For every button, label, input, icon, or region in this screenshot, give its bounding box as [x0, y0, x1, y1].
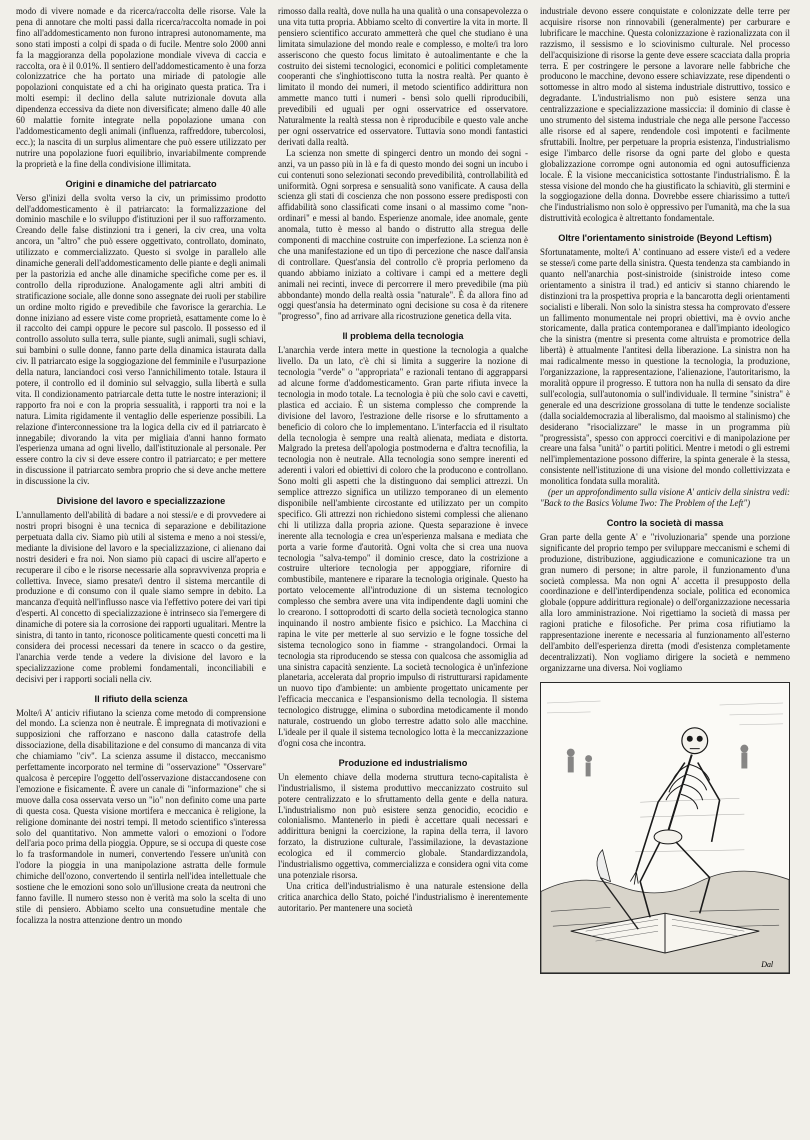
heading-industrialismo: Produzione ed industrialismo: [338, 757, 468, 768]
paragraph-tecnologia: L'anarchia verde intera mette in questione la tecnologia a qualche livello. Da un lato, c'è chi si limita a suggerire la nozione di tecnologia "verde" o "appropriata" e razionali tentano di aggrapparsi ad alcune forme d'addomesticamento. Gran parte rifiuta invece la tecnologia in modo totale. La tecnologia è più che solo cavi e cavetti, plastica ed acciaio. È un sistema complesso che comprende la divisione del lavoro, l'estrazione delle risorse e lo sfruttamento a beneficio di coloro che lo implementano. L'interfaccia ed il risultato della tecnologia è sempre una realtà alienata, mediata e distorta. Malgrado la pretesa dell'apologia postmoderna e d'altra tecnofilia, la tecnologia non è neutrale. Alla tecnologia sono sempre inerenti ed aderenti i valori ed obiettivi di coloro che la producono e controllano. Sono molti gli aspetti che la distinguono dai semplici attrezzi. Un semplice attrezzo significa un utilizzo temporaneo di un elemento disponibile nell'ambiente circostante ed utilizzato per un compito specifico. Gli attrezzi non richiedono sistemi complessi che alienano chi li utilizza dalla propria azione. Questa separazione è invece inerente alla tecnologia e crea un'esperienza malsana e mediata che porta a varie forme d'autorità. Ogni volta che si crea una nuova tecnologia "salva-tempo" il dominio cresce, dato la costrizione a costruire ulteriore tecnologia per appoggiare, rifornire di combustibile, mantenere e riparare la tecnologia originale. Questo ha portato velocemente all'introduzione di un sistema tecnologico complesso che sembra avere una vita indipendente dagli uomini che lo crearono. I sottoprodotti di scarto della società tecnologica stanno inquinando il nostro ambiente fisico e psichico. La Macchina ci rapina le vite per metterle al suo servizio e le fogne tossiche del sistema tecnologico sono in fiamme - strangolandoci. Ormai la tecnologia sta riproducendo se stessa con qualcosa che assomiglia ad una sinistra capacità senziente. La società tecnologica è un'infezione planetaria, accelerata dal proprio impulso di ristrutturarsi rapidamente un nuovo tipo d'ambiente: un ambiente progettato unicamente per l'efficacia meccanica e l'espansionismo della tecnologia. Il sistema tecnologico distrugge, elimina o subordina metodicamente il mondo naturale, costruendo un globo terrestre adatto solo alle macchine. L'ideale per il quale il sistema tecnologico lotta è la meccanizzazione d'ogni cosa che incontra.: [278, 345, 528, 748]
column-1: [16, 6, 266, 1140]
paragraph-scienza-cont2: La scienza non smette di spingerci dentro un mondo dei sogni - anzi, va un passo più in là e fa di questo mondo dei sogni un incubo i cui contenuti sono selezionati secondo prevedibilità, controllabilità ed uniformità. Ogni sorpresa e sensualità sono vanificate. A causa della scienza gli stati di coscienza che non possono essere predisposti con affidabilità sono classificati come insani o al massimo come "non-ordinari" e messi al bando. Esperienze anomale, idee anomale, gente anomala, tutto è messo al bando o distrutto alla stregua delle componenti di macchine costruite con imperfezione. La scienza non è che una manifestazione ed un tipo di percezione che nasce dall'ansia di controllare. Quest'ansia del controllo c'è propria perlomeno da quando abbiamo iniziato a coltivare i campi ed a mettere degli animali nei recinti, invece di percorrere il mero prevedibile (ma più abbondante) mondo della realtà ossia "naturale". È da allora fino ad oggi quest'ansia ha determinato ogni decisione su cosa è da ritenere "progresso", fino ad arrivare alla ricostruzione genetica della vita.: [278, 147, 528, 322]
heading-divisione: Divisione del lavoro e specializzazione: [56, 496, 226, 507]
paragraph-sinistra: Sfortunatamente, molte/i A' continuano ad essere viste/i ed a vedere se stesse/i come parte della sinistra. Questa tendenza sta cambiando in quanto nell'anarchia post-sinistroide (sinistroide inteso come orientamento a sinistra il trad.) ed anticiv si stanno chiarendo le distinzioni tra la prospettiva propria e la bancarotta degli orientamenti socialisti e liberali. Non solo la sinistra stessa ha comprovato d'essere un fallimento monumentale nei propri obiettivi, ma è ovvio anche storicamente, dalla pratica contemporanea e dall'impianto ideologico che la sinistra (mentre si presenta come altruista e promotrice della libertà) è attualmente l'antitesi della liberazione. La sinistra non ha mai radicalmente messo in questione la tecnologia, la produzione, l'organizzazione, la rappresentazione, l'alienazione, l'autoritarismo, la moralità oppure il progresso. E tuttora non ha nulla di sensato da dire sull'ecologia, sull'autonomia o sull'individuale. Il termine "sinistra" è generale ed una descrizione grossolana di tutte le tendenze socialiste (dalla socialdemocrazia al liberalismo, dal maoismo al stalinismo) che desiderano "risocializzare" le masse in un programma più "progressista", spesso con approcci coercitivi e di manipolazione per creare una falsa "unità" o partiti politici. Mentre i metodi o gli estremi nell'implementazione possono differire, la spinta generale è la stessa, consistente nell'istituzione di una visione del mondo collettivizzata e monolitica fondata sulla moralità.: [540, 247, 790, 487]
paragraph-divisione: L'annullamento dell'abilità di badare a noi stessi/e e di provvedere ai nostri propri bisogni è una tecnica di separazione e debilitazione perpetuata dalla civ. Siamo più utili al sistema e meno a noi stessi/e, mediante la divisione del lavoro e la specializzazione, ci alienano dai nostri desideri e fra noi. Non siamo più capaci di uscire all'aperto e recuperare il cibo e le risorse necessarie alla sopravvivenza propria e collettiva. Invece, siamo presate/i dentro il sistema mercantile di produzione e di consumo con il quale siamo sempre in debito. La mancanza d'equità nell'influsso nasce via l'effettivo potere dei vari tipi d'esperti. Al concetto di specializzazione è intrinseco sia l'emergere di dinamiche di potere sia la corrosione dei rapporti ugualitari. Mentre la sinistra, di tanto in tanto, riconosce politicamente questi concetti ma li considera dei processi necessari da tenere in scacco o da gestire, l'anarchia verde tende a vedere la divisione del lavoro e la specializzazione come problemi fondamentali, inconciliabili e decisivi per i rapporti sociali nella civ.: [16, 510, 266, 684]
paragraph-industrialismo-2: Una critica dell'industrialismo è una naturale estensione della critica anarchica dello Stato, poiché l'industrialismo è inerentemente autoritario. Per mantenere una società: [278, 880, 528, 913]
reference-note: (per un approfondimento sulla visione A' anticiv della sinistra vedi: "Back to the Basics Volume Two: The Problem of the Left"): [540, 487, 790, 508]
paragraph-industrialismo: Un elemento chiave della moderna struttura tecno-capitalista è l'industrialismo, il sistema produttivo meccanizzato costruito sul potere centralizzato e lo sfruttamento della gente e della natura. L'industrialismo non può esistere senza genocidio, ecocidio e colonialismo. Mantenerlo in piedi è accettare quali necessari e addirittura benigni la coercizione, la rapina della terra, il lavoro forzato, la distruzione culturale, l'assimilazione, la devastazione ecologica ed il commercio globale. Standardizzandola, l'industrialismo oggettiva, commercializza e considera ogni vita come una potenziale risorsa.: [278, 771, 528, 880]
heading-patriarcato: Origini e dinamiche del patriarcato: [65, 178, 217, 189]
heading-sinistra: Oltre l'orientamento sinistroide (Beyond Leftism): [558, 233, 772, 244]
heading-massa: Contro la società di massa: [606, 517, 724, 528]
illustration-skeleton-writing: [540, 682, 790, 974]
paragraph-patriarcato: Verso gl'inizi della svolta verso la civ, un primissimo prodotto dell'addomesticamento è il patriarcato: la formalizzazione del dominio maschile e lo sviluppo d'istituzioni per il suo rafforzamento. Creando delle false distinzioni tra i generi, la civ crea, una volta ancora, un "altro" che può essere oggettivato, controllato, dominato, utilizzato e commercializzato. Questo si svolge in parallelo alle dinamiche generali dell'addomesticamento delle piante e degli animali per la pastorizia ed anche alle dinamiche specifiche come per es. il controllo della riproduzione. Analogamente agli altri ambiti di stratificazione sociale, alle donne sono assegnate dei ruoli per stabilire un ordine molto rigido e prevedibile che favorisce la gerarchia. Le donne iniziano ad essere viste come proprietà, esattamente come lo è il raccolto dei campi oppure le pecore sul pascolo. Il possesso ed il controllo assoluto sulla terra, sulle piante, sugli animali, sugli schiavi, sui bambini o sulle donne, fanno parte della dinamica istaurata dalla civ. Il patriarcato esige la soggiogazione del femminile e l'usurpazione della natura, lanciandoci così verso l'annichilimento totale. Istaura il potere, il controllo ed il dominio sul selvaggio, sulla libertà e sulla vita. Il condizionamento patriarcale detta tutte le nostre interazioni; il rapporto fra noi e con la propria sessualità, i rapporti tra noi e la natura. Limita rigidamente il ventaglio delle esperienze possibili. La relazione d'interconnessione tra la logica della civ ed il patriarcato è innegabile; divorando la vita per migliaia d'anni hanno formato l'esperienza umana ad ogni livello, dall'istituzionale al personale. Per essere contro la civ si deve essere contro il patriarcato; e per mettere in discussione il patriarcato sembra proprio che si deve anche mettere in discussione la civ.: [16, 192, 266, 487]
paragraph-scienza-cont: rimosso dalla realtà, dove nulla ha una qualità o una consapevolezza o una vita tutta propria. Abbiamo scelto di convertire la vita in morte. Il pensiero scientifico accurato ammetterà che quel che studiano è una limitata simulazione del mondo reale e complesso, e molte/i tra loro asseriscono che questo focus limitato è autoalimentante e che la costruito dei sistemi tecnologici, economici e politici completamente cooperanti che s'inghiottiscono tutta la nostra realtà. Per quanto è limitato il mondo dei numeri, il metodo scientifico addirittura non ammette manco tutti i numeri - bensì solo quelli riproducibili, prevedibili ed uguali per ogni osservatrice ed osservatore. Naturalmente la realtà stessa non è riproducibile e questo vale anche per ogni osservatrice ed osservatore. Tuttavia sono mondi fantastici derivati dalla realtà.: [278, 6, 528, 147]
heading-tecnologia: Il problema della tecnologia: [342, 331, 464, 342]
illustration-signature: Dal: [761, 959, 774, 969]
column-2: [278, 6, 528, 1140]
skeleton-writing-illustration: [541, 683, 789, 973]
paragraph-industrialismo-cont: industriale devono essere conquistate e colonizzate delle terre per acquisire risorse non rinnovabili (generalmente) per carburare e lubrificare le macchine. Questa colonizzazione è razionalizzata con il razzismo, il sessismo e lo sciovinismo culturale. Nel processo dell'acquisizione di risorse la gente deve essere scacciata dalla propria terra. E per costringere le persone a lavorare nelle fabbriche che producono le macchine, devono essere schiavizzate, rese dipendenti o sottomesse in altro modo al sistema industriale distruttivo, tossico e degradante. L'industrialismo non può esistere senza una centralizzazione e specializzazione massiccia: il dominio di classe è uno strumento del sistema industriale che nega alle persone l'accesso alle risorse ed al sapere, rendendole così impotenti e facilmente sfruttabili. Inoltre, per perpetuare la propria esistenza, l'industrialismo esige l'imbarco delle risorse da ogni parte del globo e questa globalizzazione corrompe ogni autonomia ed ogni autosufficienza locale. È la visione meccanicistica sottostante l'industrialismo. È la stessa visione del mondo che ha giustificato la schiavitù, gli stermini e la soggiogazione della donna. Dovrebbe essere chiarissimo a tutte/i che l'industrialismo non solo è oppressivo per l'umanità, ma che la sua distruttività ecologica è altrettanto fondamentale.: [540, 6, 790, 224]
paragraph-massa: Gran parte della gente A' e "rivoluzionaria" spende una porzione significante del proprio tempo per sviluppare meccanismi e schemi di produzione, distribuzione, aggiudicazione e comunicazione tra un gran numero di persone; in altre parole, il funzionamento d'una società complessa. Ma non ogni A' accetta il presupposto della coordinazione e dell'interdipendenza sociale, politica ed economica globale (oppure addirittura regionale) o dell'organizzazione necessaria alla loro amministrazione. Noi rigettiamo la società di massa per ragioni pratiche e filosofiche. Per prima cosa rifiutiamo la rappresentazione inerente e necessaria al funzionamento all'esterno dell'ambito dell'esperienza diretta (modi d'esistenza completamente decentralizzati). Non vogliamo dirigere la società e nemmeno organizzarne una diversa. Noi vogliamo: [540, 531, 790, 673]
column-3: [540, 6, 790, 1140]
heading-scienza: Il rifiuto della scienza: [94, 693, 188, 704]
paragraph-scienza: Molte/i A' anticiv rifiutano la scienza come metodo di comprensione del mondo. La scienza non è neutrale. È impregnata di motivazioni e supposizioni che rafforzano e nascono dalla catastrofe della dissociazione, della disabilitazione e del consumo di mancanza di vita che chiamiamo "civ". La scienza assume il distacco, meccanismo perfettamente incorporato nel termine di "osservazione" "Osservare" qualcosa è percepire l'oggetto dell'osservazione distaccandosene con l'emozione e fisicamente. È avere un canale di "informazione" che si muove dalla cosa osservata verso un "io" non definito come una parte di questa cosa. Questa visione mortifera e meccanica è religione, la religione dominante dei nostri tempi. Il metodo scientifico s'interessa solo del quantitativo. Non ammette valori o emozioni o l'odore dell'aria poco prima della pioggia. Oppure, se si occupa di queste cose lo fa trasformandole in numeri, convertendo l'essere un'unità con l'odore la pioggia in una manipolazione astratta delle formule chimiche dell'ozono, convertendo il sentirla nell'idea intellettuale che sostiene che le emozioni sono solo un'illusione creata da neutroni che fanno faville. Il numero stesso non è verità ma solo la scelta di uno stile di pensiero. Abbiamo scelto una consuetudine mentale che focalizza la nostra attenzione dentro un mondo: [16, 707, 266, 925]
paragraph-intro: modo di vivere nomade e da ricerca/raccolta delle risorse. Vale la pena di annotare che molti passi dalla ricerca/raccolta nomade in poi fino all'addomesticamento non furono intrapresi autonomamente, ma sono stati imposti a colpi di spada o di fucile. Mentre solo 2000 anni fa la maggioranza della popolazione mondiale viveva di caccia e raccolta, ora è il 0.01%. Il sentiero dell'addomesticamento è una forza colonizzatrice che ha portato una miriade di patologie alle popolazioni conquistate ed a chi ha originato questa pratica. Tra i molti esempi: il declino della salute nutrizionale dovuta alla dipendenza eccessiva da diete non diversificate; almeno dalle 40 alle 60 malattie fornite integrate nella popolazione umana con l'addomesticamento degli animali (influenza, raffreddore, tubercolosi, ecc.); la nascita di un surplus alimentare che può essere utilizzato per nutrire una popolazione fuori equilibrio, invariabilmente comprende la proprietà e la fine della condivisione illimitata.: [16, 6, 266, 169]
